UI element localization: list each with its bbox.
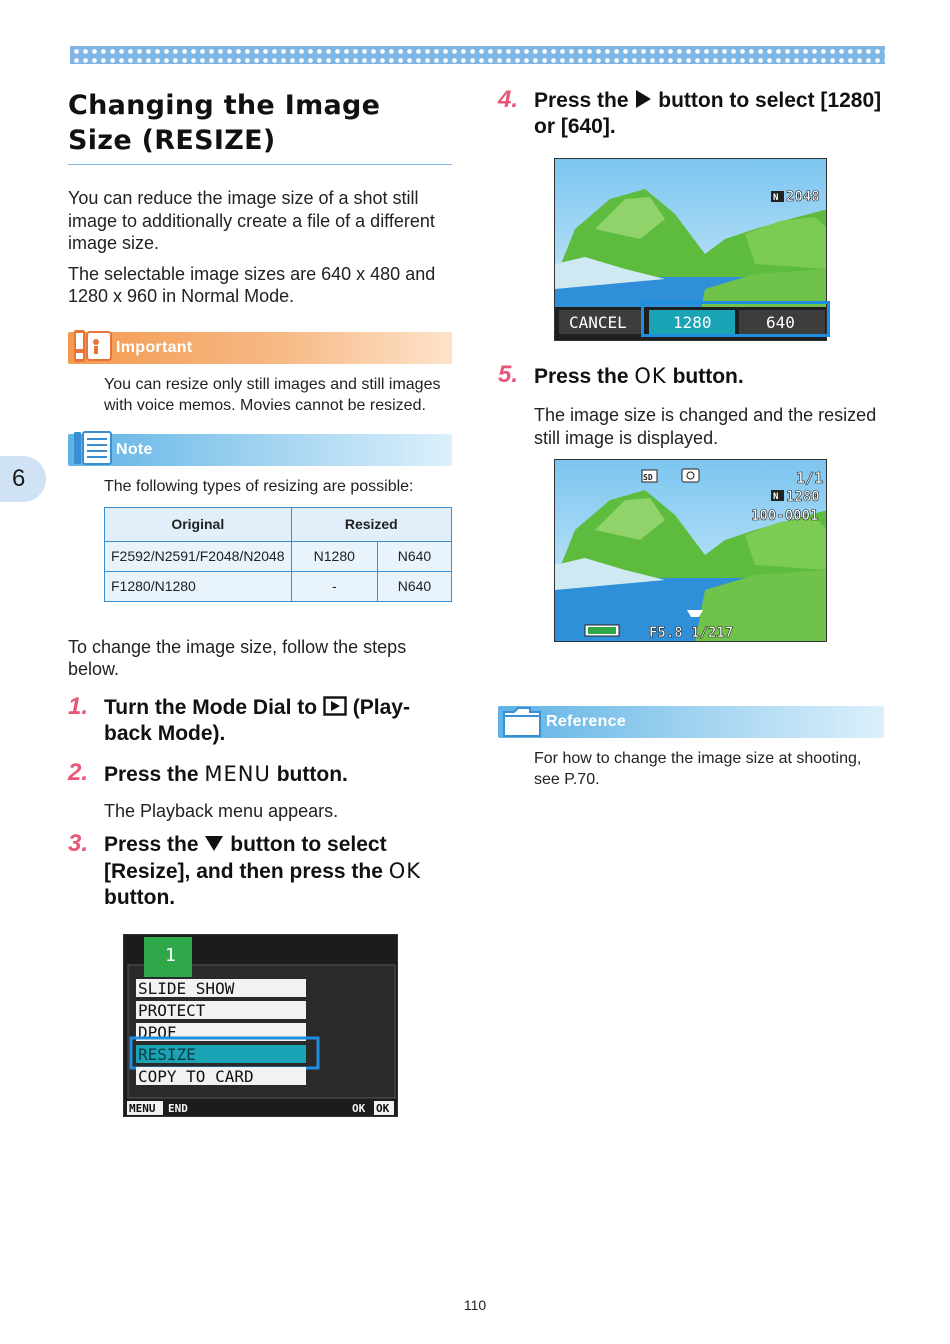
note-label: Note bbox=[116, 440, 153, 458]
menu-footer-key: MENU bbox=[129, 1102, 156, 1115]
step-text: Turn the Mode Dial to bbox=[104, 695, 318, 719]
note-text: The following types of resizing are possible: bbox=[104, 477, 414, 495]
folder-icon bbox=[500, 702, 544, 740]
step-number: 5. bbox=[498, 361, 519, 388]
cancel-option-label: CANCEL bbox=[569, 313, 627, 332]
menu-footer-ok-key: OK bbox=[376, 1102, 390, 1115]
size-640-label: 640 bbox=[766, 313, 795, 332]
table-header-resized: Resized bbox=[291, 507, 451, 541]
frame-counter: 1/1 bbox=[796, 469, 824, 487]
playback-menu-display bbox=[124, 935, 398, 1117]
menu-item-label: PROTECT bbox=[138, 1001, 206, 1020]
important-label: Important bbox=[116, 338, 193, 356]
important-banner bbox=[68, 332, 452, 364]
intro-paragraph-2: The selectable image sizes are 640 x 480 and 1280 x 960 in Normal Mode. bbox=[68, 263, 436, 306]
table-row bbox=[105, 541, 452, 571]
reference-label: Reference bbox=[546, 713, 627, 730]
step-text: Press the bbox=[104, 762, 199, 786]
step-text: button. bbox=[104, 886, 176, 909]
chapter-tab bbox=[0, 456, 46, 502]
step-number: 3. bbox=[68, 830, 89, 857]
step-text: Press the bbox=[534, 365, 629, 388]
right-arrow-icon bbox=[634, 89, 652, 109]
current-size: 2048 bbox=[786, 189, 820, 205]
ok-key-label: OK bbox=[388, 859, 422, 883]
important-text: You can resize only still images and still images with voice memos. Movies cannot be resized. bbox=[104, 375, 441, 414]
menu-key-label: MENU bbox=[204, 761, 271, 786]
reference-text: For how to change the image size at shooting, see P.70. bbox=[534, 750, 862, 788]
selection-highlight bbox=[641, 301, 830, 337]
step-text: Press the bbox=[534, 89, 629, 112]
page-number: 110 bbox=[463, 1297, 487, 1313]
step-text: button to select [Resize], and then press the bbox=[104, 833, 387, 883]
sd-card-icon: SD bbox=[643, 473, 653, 482]
important-icon bbox=[70, 328, 114, 366]
step-text: button. bbox=[672, 365, 744, 388]
step-text: button. bbox=[276, 762, 348, 786]
resize-table bbox=[104, 507, 452, 602]
size-1280-label: 1280 bbox=[673, 313, 712, 332]
table-cell-original: F2592/N2591/F2048/N2048 bbox=[105, 541, 292, 571]
exposure-info: F5.8 1/217 bbox=[649, 625, 734, 641]
size-badge: N bbox=[773, 193, 779, 203]
step-text: Press the bbox=[104, 833, 199, 856]
step-number: 4. bbox=[498, 86, 519, 113]
right-column bbox=[498, 88, 884, 140]
step-5-result: The image size is changed and the resized still image is displayed. bbox=[534, 405, 877, 448]
file-number: 100-0001 bbox=[751, 508, 819, 524]
step-1 bbox=[68, 692, 452, 747]
lead-paragraph: To change the image size, follow the steps below. bbox=[68, 636, 407, 679]
left-column bbox=[68, 88, 452, 911]
table-cell-original: F1280/N1280 bbox=[105, 571, 292, 601]
table-row bbox=[105, 571, 452, 601]
note-banner bbox=[68, 434, 452, 466]
camera-icon bbox=[682, 469, 699, 482]
table-cell-resized: - bbox=[291, 571, 377, 601]
step-2-result: The Playback menu appears. bbox=[104, 800, 339, 821]
step-3 bbox=[68, 832, 452, 911]
header-dotted-band bbox=[70, 46, 885, 64]
step-number: 2. bbox=[68, 758, 89, 786]
ok-key-label: OK bbox=[634, 364, 667, 388]
step-text: button to select [1280] or [640]. bbox=[534, 89, 882, 138]
page-title: Changing the Image Size (RESIZE) bbox=[68, 88, 452, 165]
step-2 bbox=[68, 758, 452, 823]
table-cell-resized: N640 bbox=[377, 571, 451, 601]
step-4 bbox=[498, 88, 884, 140]
menu-item-label: RESIZE bbox=[138, 1045, 196, 1064]
step-text: (Play-back Mode). bbox=[104, 695, 410, 745]
menu-footer-ok-label: OK bbox=[352, 1102, 366, 1115]
chapter-number: 6 bbox=[12, 465, 26, 492]
playback-icon bbox=[323, 696, 347, 716]
note-icon bbox=[70, 430, 114, 468]
lake-photo bbox=[555, 460, 827, 642]
down-arrow-icon bbox=[204, 834, 224, 852]
resized-image-screenshot bbox=[554, 459, 827, 642]
menu-footer-end: END bbox=[168, 1102, 188, 1115]
table-cell-resized: N1280 bbox=[291, 541, 377, 571]
table-cell-resized: N640 bbox=[377, 541, 451, 571]
step-number: 1. bbox=[68, 692, 89, 720]
menu-item-label: DPOF bbox=[138, 1023, 177, 1042]
intro-paragraph-1: You can reduce the image size of a shot still image to additionally create a file of a different image size. bbox=[68, 188, 435, 253]
size-badge: N bbox=[773, 492, 779, 502]
image-size: 1280 bbox=[786, 489, 820, 505]
playback-menu-screenshot bbox=[123, 934, 398, 1117]
menu-item-label: SLIDE SHOW bbox=[138, 979, 235, 998]
table-header-original: Original bbox=[105, 507, 292, 541]
menu-item-label: COPY TO CARD bbox=[138, 1067, 254, 1086]
menu-tab-number: 1 bbox=[165, 945, 176, 966]
reference-banner bbox=[498, 706, 884, 738]
step-5 bbox=[498, 363, 884, 449]
